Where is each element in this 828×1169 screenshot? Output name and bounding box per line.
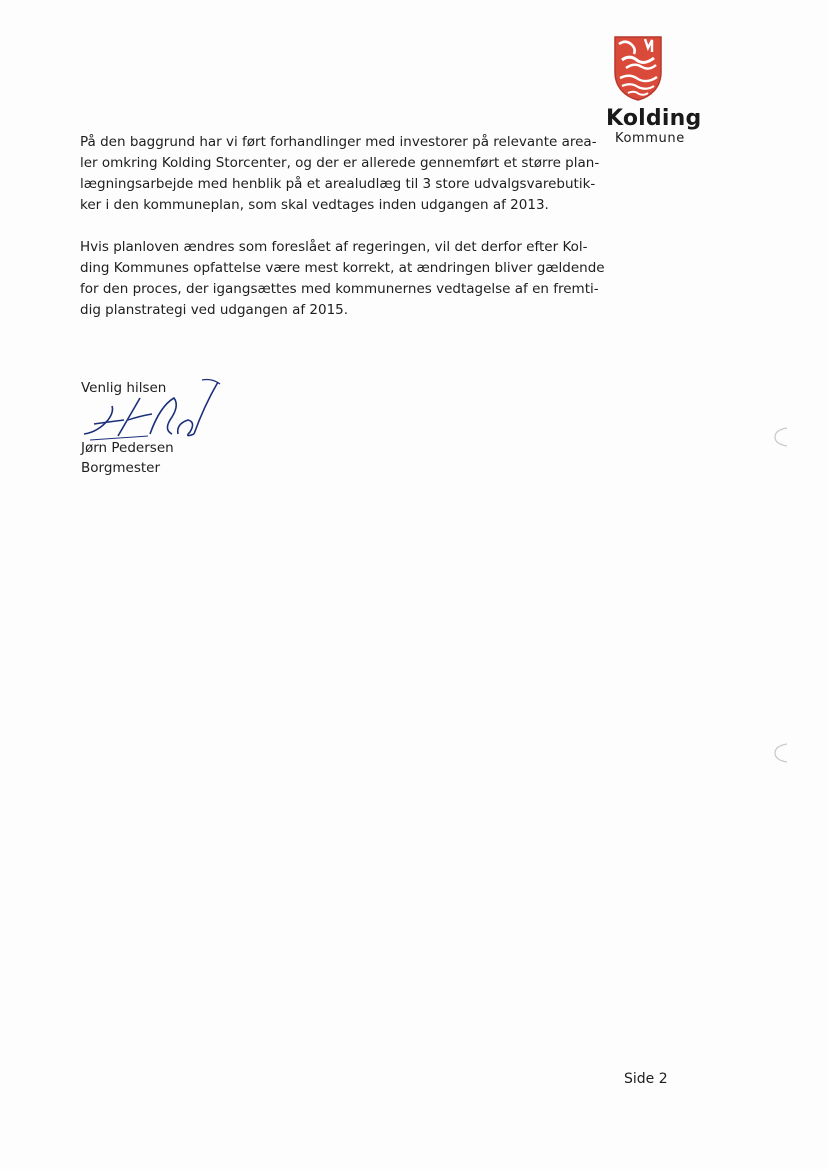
logo-subtitle: Kommune xyxy=(615,131,685,146)
signer-title: Borgmester xyxy=(81,460,161,476)
paragraph-line: lægningsarbejde med henblik på et arealudlæg til 3 store udvalgsvarebutik- xyxy=(80,176,596,192)
letter-body xyxy=(80,132,606,342)
paragraph-line: ding Kommunes opfattelse være mest korrekt, at ændringen bliver gældende xyxy=(80,260,605,276)
page-number: Side 2 xyxy=(624,1071,668,1087)
paragraph-line: På den baggrund har vi ført forhandlinger med investorer på relevante area- xyxy=(80,134,597,150)
paragraph-line: ler omkring Kolding Storcenter, og der er allerede gennemført et større plan- xyxy=(80,155,600,171)
logo-name: Kolding xyxy=(606,106,702,131)
paragraph-1 xyxy=(80,132,606,216)
paragraph-line: dig planstrategi ved udgangen af 2015. xyxy=(80,302,349,318)
punch-hole-mark xyxy=(773,426,791,448)
paragraph-line: for den proces, der igangsættes med kommunernes vedtagelse af en fremti- xyxy=(80,281,599,297)
punch-hole-mark xyxy=(773,742,791,764)
paragraph-2 xyxy=(80,237,606,321)
closing-greeting: Venlig hilsen xyxy=(81,380,167,396)
paragraph-line: ker i den kommuneplan, som skal vedtages inden udgangen af 2013. xyxy=(80,197,549,213)
paragraph-line: Hvis planloven ændres som foreslået af regeringen, vil det derfor efter Kol- xyxy=(80,239,588,255)
coat-of-arms-icon xyxy=(612,34,664,102)
signer-name: Jørn Pedersen xyxy=(81,440,174,456)
